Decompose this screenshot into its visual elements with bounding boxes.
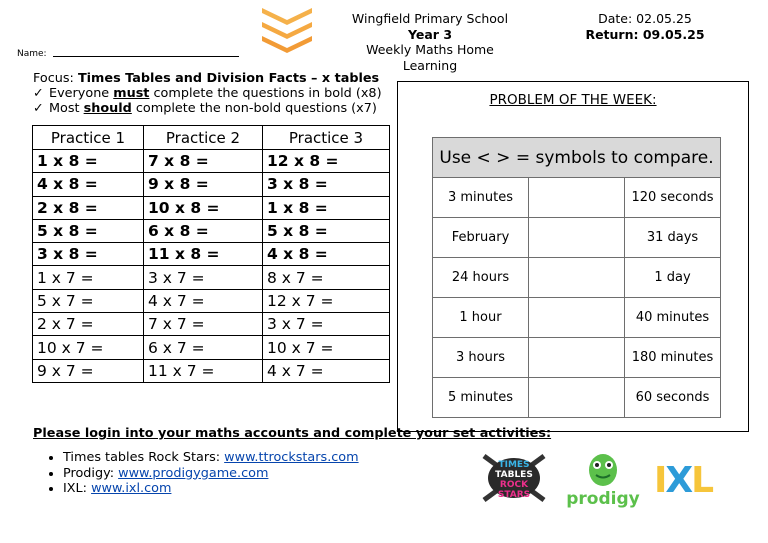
compare-answer-cell[interactable] xyxy=(529,218,625,258)
subtitle-line-1: Weekly Maths Home xyxy=(366,42,494,57)
school-header xyxy=(340,11,520,73)
year-label: Year 3 xyxy=(407,26,453,42)
table-row xyxy=(433,378,721,418)
ixl-logo xyxy=(654,460,730,496)
question-cell[interactable]: 6 x 8 = xyxy=(144,219,263,242)
practice-header-row xyxy=(33,126,390,150)
table-row xyxy=(433,218,721,258)
list-item xyxy=(63,450,359,466)
checkmark-icon: ✓ xyxy=(33,101,44,116)
question-cell[interactable]: 8 x 7 = xyxy=(263,266,390,289)
question-cell[interactable]: 5 x 8 = xyxy=(263,219,390,242)
question-cell[interactable]: 3 x 7 = xyxy=(263,313,390,336)
question-cell[interactable]: 10 x 7 = xyxy=(263,336,390,359)
link-label: IXL: xyxy=(63,481,92,496)
table-row xyxy=(433,178,721,218)
return-date: Return: 09.05.25 xyxy=(585,26,705,42)
table-row xyxy=(33,173,390,196)
question-cell[interactable]: 3 x 8 = xyxy=(263,173,390,196)
compare-right: 60 seconds xyxy=(625,378,721,418)
svg-text:ROCK: ROCK xyxy=(499,480,529,490)
svg-text:TABLES: TABLES xyxy=(495,470,533,480)
school-chevron-logo xyxy=(258,6,316,56)
focus-heading xyxy=(33,71,382,86)
table-row xyxy=(33,266,390,289)
should-emphasis: should xyxy=(83,101,132,116)
compare-header-row xyxy=(433,138,721,178)
table-row xyxy=(433,338,721,378)
checkmark-icon: ✓ xyxy=(33,86,44,101)
ttrockstars-logo xyxy=(478,450,550,506)
prodigy-logo xyxy=(563,450,643,510)
compare-right: 180 minutes xyxy=(625,338,721,378)
school-name: Wingfield Primary School xyxy=(351,11,509,26)
practice-1-header: Practice 1 xyxy=(33,126,144,150)
link-label: Prodigy: xyxy=(63,465,119,481)
compare-right: 1 day xyxy=(625,258,721,298)
issue-date: Date: 02.05.25 xyxy=(598,11,692,26)
question-cell[interactable]: 12 x 8 = xyxy=(263,150,390,173)
compare-answer-cell[interactable] xyxy=(529,178,625,218)
question-cell[interactable]: 1 x 8 = xyxy=(263,196,390,219)
focus-title: Times Tables and Division Facts – x tables xyxy=(77,71,380,86)
focus-text: Everyone xyxy=(49,86,114,101)
link-label: Times tables Rock Stars: xyxy=(63,450,225,465)
name-field[interactable] xyxy=(17,49,239,59)
question-cell[interactable]: 4 x 7 = xyxy=(263,359,390,382)
practice-table xyxy=(32,125,390,383)
compare-right: 120 seconds xyxy=(625,178,721,218)
table-row xyxy=(33,336,390,359)
focus-prefix: Focus: xyxy=(33,71,78,86)
focus-text: complete the questions in bold (x8) xyxy=(149,86,382,101)
account-links-list xyxy=(33,450,359,497)
svg-text:TIMES: TIMES xyxy=(498,460,530,470)
list-item xyxy=(63,466,359,482)
question-cell[interactable]: 11 x 7 = xyxy=(144,359,263,382)
svg-text:IXL: IXL xyxy=(654,460,713,496)
question-cell[interactable]: 4 x 8 = xyxy=(33,173,144,196)
question-cell[interactable]: 11 x 8 = xyxy=(144,243,263,266)
login-instruction: Please login into your maths accounts and complete your set activities: xyxy=(33,426,552,441)
question-cell[interactable]: 12 x 7 = xyxy=(263,289,390,312)
compare-left: 3 hours xyxy=(433,338,529,378)
question-cell[interactable]: 4 x 7 = xyxy=(144,289,263,312)
compare-answer-cell[interactable] xyxy=(529,298,625,338)
problem-of-the-week-box xyxy=(397,81,749,432)
table-row xyxy=(433,298,721,338)
practice-2-header: Practice 2 xyxy=(144,126,263,150)
ixl-link[interactable]: www.ixl.com xyxy=(91,481,172,496)
table-row xyxy=(33,359,390,382)
focus-text: Most xyxy=(49,101,84,116)
compare-answer-cell[interactable] xyxy=(529,338,625,378)
question-cell[interactable]: 7 x 7 = xyxy=(144,313,263,336)
compare-table xyxy=(432,137,721,418)
problem-title: PROBLEM OF THE WEEK: xyxy=(489,92,657,108)
question-cell[interactable]: 6 x 7 = xyxy=(144,336,263,359)
question-cell[interactable]: 5 x 7 = xyxy=(33,289,144,312)
compare-left: 24 hours xyxy=(433,258,529,298)
focus-line-everyone xyxy=(33,86,382,101)
must-emphasis: must xyxy=(113,86,150,101)
question-cell[interactable]: 1 x 8 = xyxy=(33,150,144,173)
focus-text: complete the non-bold questions (x7) xyxy=(131,101,377,116)
question-cell[interactable]: 10 x 7 = xyxy=(33,336,144,359)
compare-left: 1 hour xyxy=(433,298,529,338)
table-row xyxy=(433,258,721,298)
compare-answer-cell[interactable] xyxy=(529,378,625,418)
name-blank-line[interactable] xyxy=(53,56,239,57)
table-row xyxy=(33,196,390,219)
question-cell[interactable]: 2 x 7 = xyxy=(33,313,144,336)
compare-answer-cell[interactable] xyxy=(529,258,625,298)
table-row xyxy=(33,289,390,312)
compare-left: February xyxy=(433,218,529,258)
question-cell[interactable]: 9 x 7 = xyxy=(33,359,144,382)
date-block xyxy=(570,11,720,42)
compare-left: 5 minutes xyxy=(433,378,529,418)
compare-instruction: Use < > = symbols to compare. xyxy=(433,138,721,178)
ttrockstars-link[interactable]: www.ttrockstars.com xyxy=(224,450,359,465)
svg-text:prodigy: prodigy xyxy=(566,489,640,509)
table-row xyxy=(33,313,390,336)
compare-right: 31 days xyxy=(625,218,721,258)
question-cell[interactable]: 10 x 8 = xyxy=(144,196,263,219)
focus-line-most xyxy=(33,101,382,116)
question-cell[interactable]: 3 x 8 = xyxy=(33,243,144,266)
question-cell[interactable]: 1 x 7 = xyxy=(33,266,144,289)
subtitle-line-2: Learning xyxy=(402,57,458,73)
compare-right: 40 minutes xyxy=(625,298,721,338)
prodigy-link[interactable]: www.prodigygame.com xyxy=(118,465,269,481)
practice-3-header: Practice 3 xyxy=(263,126,390,150)
question-cell[interactable]: 2 x 8 = xyxy=(33,196,144,219)
name-label: Name: xyxy=(17,49,47,59)
list-item xyxy=(63,481,359,497)
question-cell[interactable]: 3 x 7 = xyxy=(144,266,263,289)
question-cell[interactable]: 5 x 8 = xyxy=(33,219,144,242)
question-cell[interactable]: 4 x 8 = xyxy=(263,243,390,266)
table-row xyxy=(33,243,390,266)
focus-section xyxy=(33,71,382,116)
compare-left: 3 minutes xyxy=(433,178,529,218)
question-cell[interactable]: 9 x 8 = xyxy=(144,173,263,196)
table-row xyxy=(33,150,390,173)
svg-text:STARS: STARS xyxy=(497,490,531,500)
question-cell[interactable]: 7 x 8 = xyxy=(144,150,263,173)
table-row xyxy=(33,219,390,242)
